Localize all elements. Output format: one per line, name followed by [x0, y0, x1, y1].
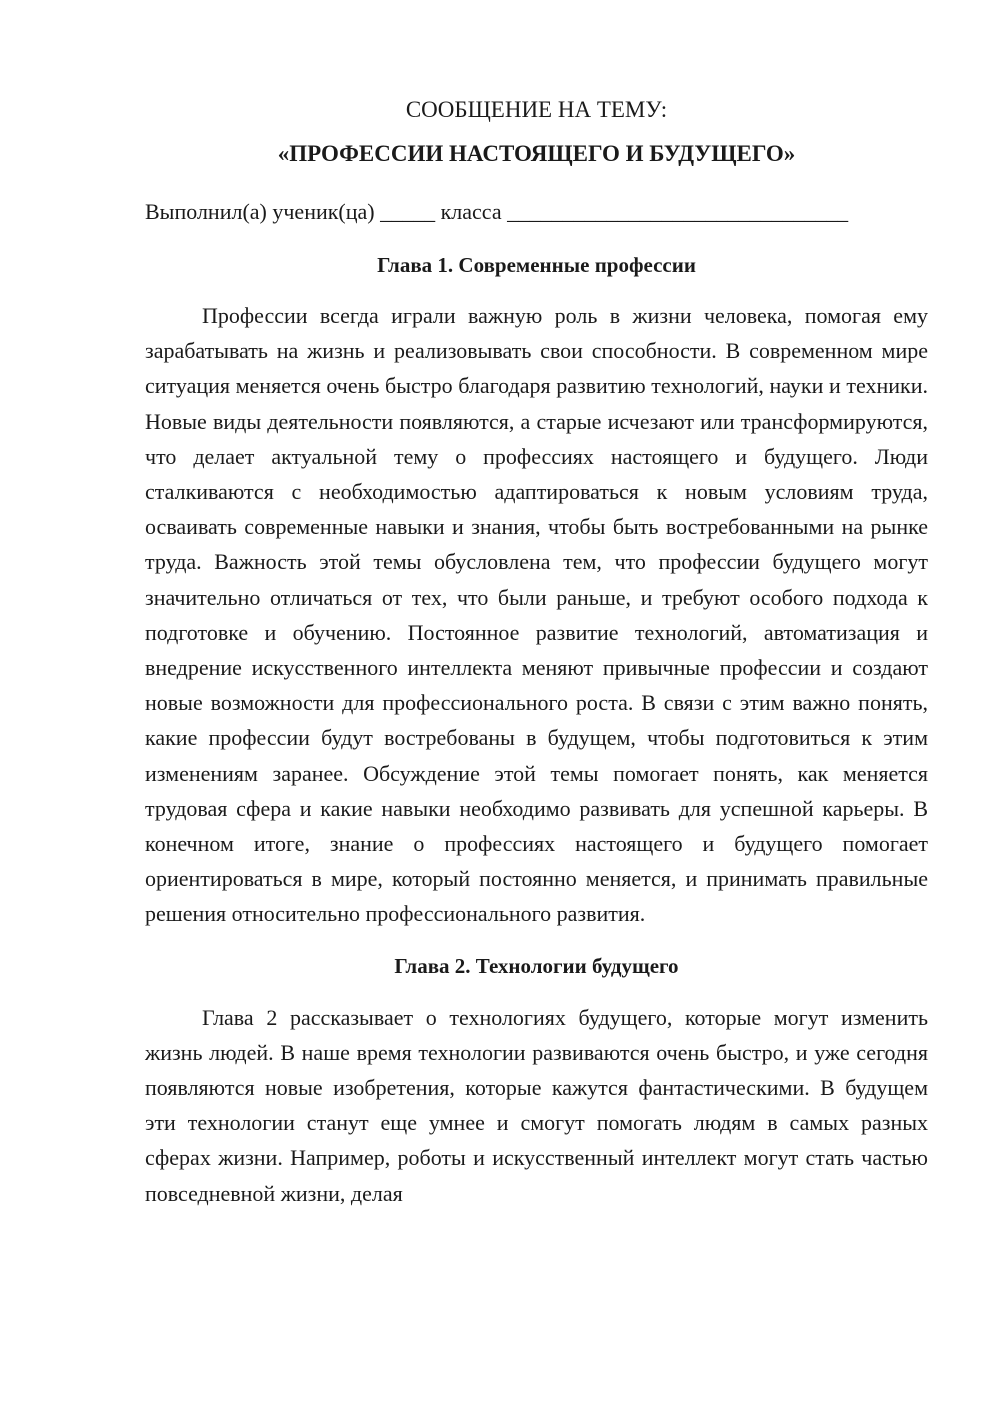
chapter-2-title: Глава 2. Технологии будущего [394, 953, 679, 978]
document-body [145, 92, 928, 1211]
document-title-line-2: «ПРОФЕССИИ НАСТОЯЩЕГО И БУДУЩЕГО» [277, 141, 796, 166]
chapter-1-paragraph: Профессии всегда играли важную роль в жизни человека, помогая ему зарабатывать на жизнь и реализовывать свои способности. В современном мире ситуация меняется очень быстро благодаря развитию технологий, науки и техники. Новые виды деятельности появляются, а старые исчезают или трансформируются, что делает актуальной тему о профессиях настоящего и будущего. Люди сталкиваются с необходимостью адаптироваться к новым условиям труда, осваивать современные навыки и знания, чтобы быть востребованными на рынке труда. Важность этой темы обусловлена тем, что профессии будущего могут значительно отличаться от тех, что были раньше, и требуют особого подхода к подготовке и обучению. Постоянное развитие технологий, автоматизация и внедрение искусственного интеллекта меняют привычные профессии и создают новые возможности для профессионального роста. В связи с этим важно понять, какие профессии будут востребованы в будущем, чтобы подготовиться к этим изменениям заранее. Обсуждение этой темы помогает понять, как меняется трудовая сфера и какие навыки необходимо развивать для успешной карьеры. В конечном итоге, знание о профессиях настоящего и будущего помогает ориентироваться в мире, который постоянно меняется, и принимать правильные решения относительно профессионального развития. [145, 303, 928, 927]
chapter-1-title: Глава 1. Современные профессии [377, 253, 696, 277]
author-line: Выполнил(а) ученик(ца) _____ класса _______________________________ [145, 199, 849, 224]
document-title-line-1: СООБЩЕНИЕ НА ТЕМУ: [405, 97, 668, 122]
chapter-2-paragraph: Глава 2 рассказывает о технологиях будущего, которые могут изменить жизнь людей. В наше время технологии развиваются очень быстро, и уже сегодня появляются новые изобретения, которые кажутся фантастическими. В будущем эти технологии станут еще умнее и смогут помогать людям в самых разных сферах жизни. Например, роботы и искусственный интеллект могут стать частью повседневной жизни, делая [145, 1004, 928, 1206]
